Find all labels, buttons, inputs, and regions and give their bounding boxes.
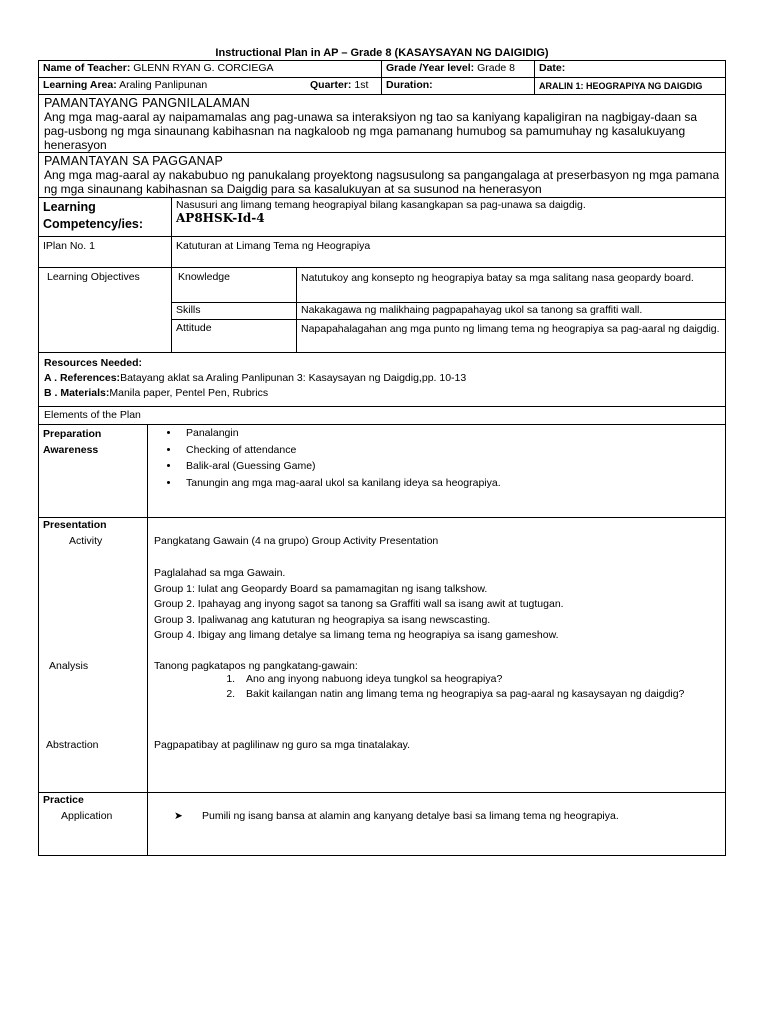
presentation-label: Presentation: [43, 519, 107, 531]
references-label: A . References:: [44, 372, 121, 384]
quarter-label: Quarter:: [310, 79, 352, 91]
objectives-label: Learning Objectives: [39, 268, 172, 352]
arrow-bullet-icon: ➤: [174, 810, 183, 822]
group-item: Group 3. Ipaliwanag ang katuturan ng heograpiya sa isang newscasting.: [154, 613, 491, 626]
objective-skills-row: [172, 303, 725, 320]
objective-domain: Skills: [172, 303, 297, 319]
competency-label: Learning Competency/ies:: [39, 198, 172, 236]
learning-area-value: Araling Panlipunan: [119, 79, 208, 91]
performance-standard-heading: PAMANTAYAN SA PAGGANAP: [44, 154, 223, 168]
content-standard-block: [38, 95, 726, 153]
awareness-label: Awareness: [43, 444, 99, 456]
date-cell: Date:: [539, 62, 566, 74]
objective-text: Natutukoy ang konsepto ng heograpiya batay sa mga salitang nasa geopardy board.: [301, 272, 694, 284]
elements-heading: Elements of the Plan: [38, 407, 726, 425]
objective-text: Napapahalagahan ang mga punto ng limang tema ng heograpiya sa pag-aaral ng daigdig.: [301, 323, 720, 335]
content-standard-heading: PAMANTAYANG PANGNILALAMAN: [44, 96, 250, 110]
preparation-list: [154, 425, 721, 491]
objective-domain: Attitude: [172, 320, 297, 352]
iplan-row: [38, 237, 726, 268]
application-text: Pumili ng isang bansa at alamin ang kanyang detalye basi sa limang tema ng heograpiya.: [202, 810, 619, 822]
content-standard-text: Ang mga mag-aaral ay naipamamalas ang pag-unawa sa interaksiyon ng tao sa kaniyang kapaligiran na nagbigay-daan sa pag-usbong ng mga sinaunang kabihasnan na nagkaloob ng mga pamanang humubog sa pamumuhay ng kasalukuyang henerasyon: [44, 110, 698, 152]
abstraction-label: Abstraction: [46, 739, 99, 751]
references-line: [44, 371, 720, 386]
group-item: Group 1: Iulat ang Geopardy Board sa pamamagitan ng isang talkshow.: [154, 582, 488, 595]
activity-label: Activity: [69, 535, 103, 547]
group-item: Group 4. Ibigay ang limang detalye sa limang tema ng heograpiya sa isang gameshow.: [154, 629, 559, 641]
list-item: • Balik-aral (Guessing Game): [180, 458, 721, 475]
materials-label: B . Materials:: [44, 387, 110, 399]
teacher-label: Name of Teacher:: [43, 62, 131, 74]
performance-standard-block: [38, 153, 726, 198]
application-item: [174, 810, 619, 822]
question-item: 1. Ano ang inyong nabuong ideya tungkol sa heograpiya?: [238, 672, 724, 687]
objective-knowledge-row: [172, 268, 725, 303]
competency-code: AP8HSK-Id-4: [176, 211, 265, 225]
teacher-cell: [39, 61, 382, 77]
groups-block: [154, 566, 564, 644]
preparation-row: [38, 425, 726, 518]
list-item: • Tanungin ang mga mag-aaral ukol sa kanilang ideya sa heograpiya.: [180, 475, 721, 492]
question-item: 2. Bakit kailangan natin ang limang tema ng heograpiya sa pag-aaral ng kasaysayan ng daigdig?: [238, 687, 724, 702]
presentation-content: [148, 518, 725, 792]
practice-label-cell: [39, 793, 148, 855]
teacher-row: [38, 60, 726, 78]
instructional-plan-page: [38, 0, 726, 856]
performance-standard-text: Ang mga mag-aaral ay nakabubuo ng panukalang proyektong nagsusulong sa pangangalaga at preserbasyon ng mga pamana ng mga sinaunang kabihasnan sa Daigdig para sa kasalukuyan at sa susunod na henerasyon: [44, 168, 720, 196]
competency-row: [38, 198, 726, 237]
resources-heading: Resources Needed:: [44, 357, 143, 369]
grade-label: Grade /Year level:: [386, 62, 475, 74]
iplan-text: Katuturan at Limang Tema ng Heograpiya: [176, 240, 371, 252]
grade-cell: [382, 61, 535, 77]
practice-row: [38, 793, 726, 856]
objective-attitude-row: [172, 320, 725, 352]
practice-label: Practice: [43, 794, 84, 806]
quarter-cell: [306, 78, 382, 94]
list-item: • Panalangin: [180, 425, 721, 442]
materials-line: [44, 386, 720, 401]
groups-intro: Paglalahad sa mga Gawain.: [154, 567, 286, 579]
competency-text: Nasusuri ang limang temang heograpiyal bilang kasangkapan sa pag-unawa sa daigdig.: [176, 199, 586, 211]
grade-value: Grade 8: [477, 62, 516, 74]
application-label: Application: [61, 810, 113, 822]
presentation-label-cell: [39, 518, 148, 792]
document-title: Instructional Plan in AP – Grade 8 (KASAYSAYAN NG DAIGIDIG): [215, 47, 549, 59]
group-item: Group 2. Ipahayag ang inyong sagot sa tanong sa Graffiti wall sa isang awit at tugtugan.: [154, 598, 564, 610]
activity-text: Pangkatang Gawain (4 na grupo) Group Activity Presentation: [154, 535, 439, 547]
competency-cell: [172, 198, 725, 236]
abstraction-text: Pagpapatibay at paglilinaw ng guro sa mga tinatalakay.: [154, 739, 411, 751]
iplan-label: IPlan No. 1: [39, 237, 172, 267]
resources-block: [38, 353, 726, 407]
analysis-questions: [154, 672, 724, 702]
materials-text: Manila paper, Pentel Pen, Rubrics: [109, 387, 269, 399]
objective-text: Nakakagawa ng malikhaing pagpapahayag ukol sa tanong sa graffiti wall.: [301, 304, 643, 316]
practice-content: [148, 793, 725, 855]
analysis-block: [154, 660, 724, 702]
preparation-label: Preparation: [43, 428, 102, 440]
analysis-intro: Tanong pagkatapos ng pangkatang-gawain:: [154, 660, 358, 672]
preparation-content: [148, 425, 725, 517]
objectives-table: [172, 268, 725, 352]
preparation-label-cell: [39, 425, 148, 517]
presentation-row: [38, 518, 726, 793]
quarter-value: 1st: [354, 79, 369, 91]
duration-cell: Duration:: [382, 78, 535, 94]
references-text: Batayang aklat sa Araling Panlipunan 3: Kasaysayan ng Daigdig,pp. 10-13: [120, 372, 467, 384]
aralin-cell: ARALIN 1: HEOGRAPIYA NG DAIGDIG: [539, 81, 703, 91]
learning-area-row: [38, 78, 726, 95]
list-item: • Checking of attendance: [180, 442, 721, 459]
learning-area-label: Learning Area:: [43, 79, 117, 91]
objectives-row: [38, 268, 726, 353]
analysis-label: Analysis: [49, 660, 89, 672]
objective-domain: Knowledge: [172, 268, 297, 302]
teacher-name: GLENN RYAN G. CORCIEGA: [133, 62, 274, 74]
learning-area-cell: [39, 78, 306, 94]
